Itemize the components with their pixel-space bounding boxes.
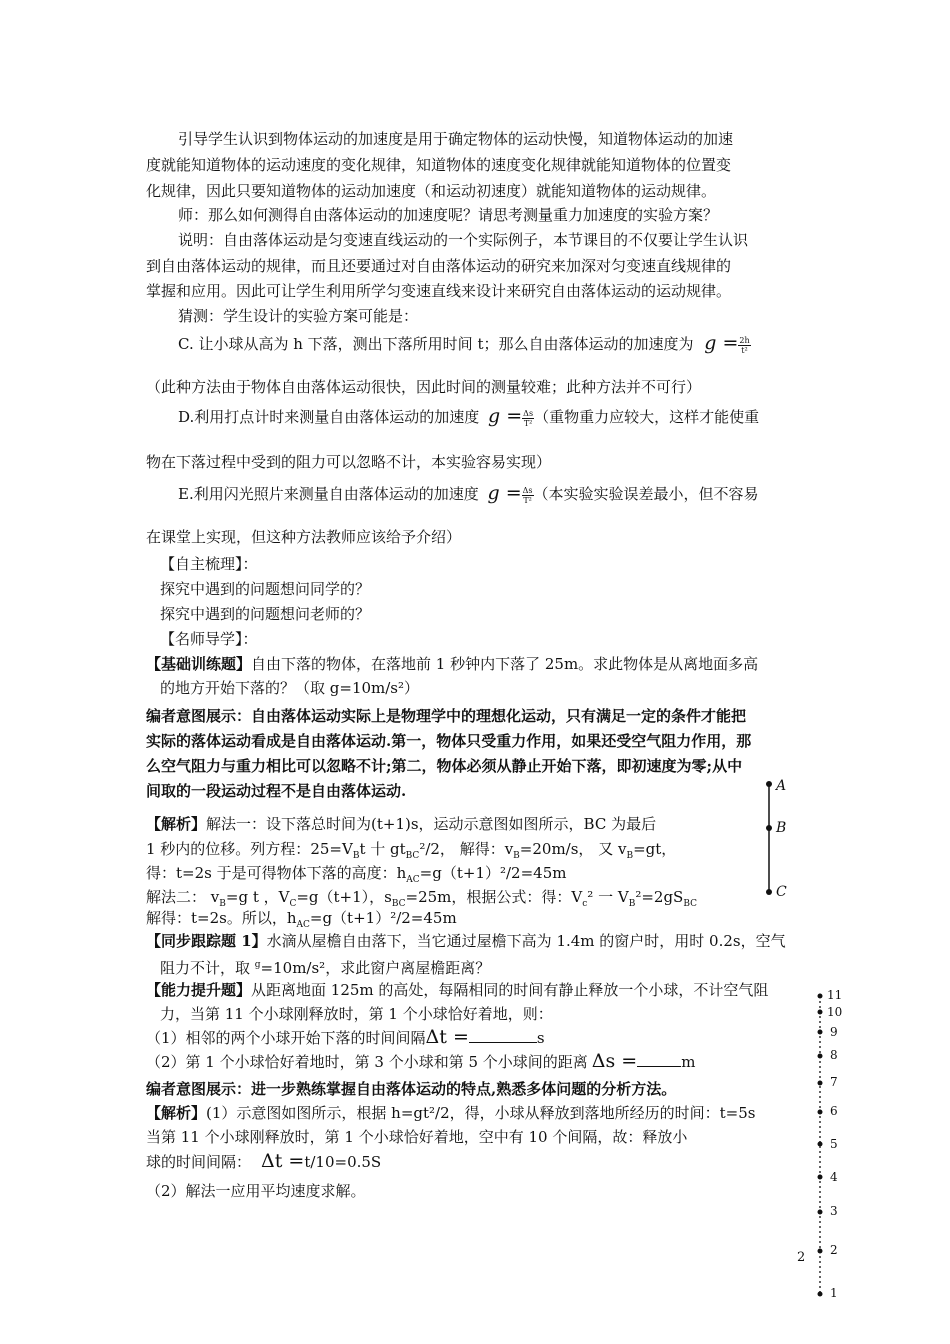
fall-diagram-abc (755, 776, 795, 902)
unit: m (681, 1053, 696, 1071)
solution-2-line3 (146, 1150, 381, 1173)
ball-label: 1 (830, 1286, 838, 1300)
text-run: 解得：t=2s。所以，h (146, 909, 297, 927)
ball-label: 6 (830, 1104, 838, 1118)
follow-problem-cont (160, 954, 490, 979)
option-c-text: C. 让小球从高为 h 下落，测出下落所用时间 t；那么自由落体运动的加速度为 (178, 335, 694, 353)
para-line: 引导学生认识到物体运动的加速度是用于确定物体的运动快慢，知道物体运动的加速 (178, 130, 734, 148)
text-run: ²/2， 解得：v (419, 840, 514, 858)
text-run: =10m/s²，求此窗户离屋檐距离？ (260, 959, 491, 977)
section-self: 【自主梳理】： (160, 555, 258, 573)
ability-problem-cont: 力，当第 11 个小球刚释放时，第 1 个小球恰好着地，则： (160, 1005, 553, 1023)
follow-problem (146, 930, 786, 952)
formula-g: g = (487, 482, 522, 504)
para-line: 师：那么如何测得自由落体运动的加速度呢？请思考测量重力加速度的实验方案？ (178, 206, 719, 224)
intent-line: 编者意图展示：自由落体运动实际上是物理学中的理想化运动，只有满足一定的条件才能把 (146, 707, 747, 725)
option-c (178, 332, 751, 355)
fraction (522, 486, 534, 505)
solution-tag: 【解析】 (146, 1104, 207, 1122)
ability-q1 (146, 1026, 545, 1049)
solution-text: (1）示意图如图所示，根据 h=gt²/2，得，小球从释放到落地所经历的时间：t=5s (206, 1104, 756, 1122)
option-d-tail: （重物重力应较大，这样才能使重 (534, 408, 760, 426)
subscript: B (626, 851, 634, 861)
solution-2-line4: （2）解法一应用平均速度求解。 (146, 1182, 366, 1200)
ability-text: 从距离地面 125m 的高处，每隔相同的时间有静止释放一个小球，不计空气阻 (251, 981, 769, 999)
solution-text: 解法一：设下落总时间为(t+1)s，运动示意图如图所示，BC 为最后 (206, 815, 657, 833)
point-label-b: B (776, 820, 787, 836)
para-line: 猜测：学生设计的实验方案可能是： (178, 307, 419, 325)
ability-problem (146, 979, 768, 1001)
ball-label: 5 (830, 1137, 838, 1151)
text-run: 得：t=2s 于是可得物体下落的高度：h (146, 864, 407, 882)
option-e-text: E.利用闪光照片来测量自由落体运动的加速度 (178, 485, 479, 503)
delta-s-symbol: Δs = (591, 1050, 638, 1072)
ball-label: 3 (830, 1204, 838, 1218)
ability-tag: 【能力提升题】 (146, 981, 252, 999)
fraction-den: T² (523, 418, 533, 428)
basic-text: 自由下落的物体，在落地前 1 秒钟内下落了 25m。求此物体是从离地面多高 (251, 655, 759, 673)
ball-sequence-diagram (812, 990, 832, 1300)
fraction-num: Δs (523, 408, 534, 418)
text-run: 球的时间间隔： (146, 1153, 252, 1171)
ball-label: 11 (827, 988, 843, 1002)
para-line: 掌握和应用。因此可让学生利用所学匀变速直线来设计来研究自由落体运动的运动规律。 (146, 282, 732, 300)
follow-tag: 【同步跟踪题 1】 (146, 932, 267, 950)
subscript: AC (296, 920, 310, 930)
ball-label: 10 (827, 1005, 843, 1019)
text-run: t 十 gt (359, 840, 406, 858)
text-run: 解法二： v (146, 888, 220, 906)
answer-blank[interactable] (637, 1052, 681, 1067)
intent-line: 间取的一段运动过程不是自由落体运动. (146, 782, 407, 800)
text-run: =g（t+1），s (296, 888, 392, 906)
fraction (738, 336, 750, 355)
subscript: B (513, 851, 520, 861)
text-run: ²=2gS (635, 888, 684, 906)
point-label-a: A (776, 778, 787, 794)
basic-problem (146, 653, 758, 675)
solution-1 (146, 813, 656, 835)
option-d-cont: 物在下落过程中受到的阻力可以忽略不计，本实验容易实现） (146, 453, 552, 471)
note-c: （此种方法由于物体自由落体运动很快，因此时间的测量较难；此种方法并不可行） (146, 378, 702, 396)
basic-problem-cont: 的地方开始下落的？（取 g=10m/s²） (160, 679, 420, 697)
text-run: （2）第 1 个小球恰好着地时，第 3 个小球和第 5 个小球间的距离 (146, 1053, 588, 1071)
subscript: BC (391, 899, 406, 909)
formula-g: g = (704, 332, 739, 354)
fraction-den: t² (741, 345, 748, 355)
delta-t-symbol: Δt = (425, 1026, 469, 1048)
text-run: 阻力不计，取 (160, 959, 255, 977)
text-run: =25m，根据公式：得：V (405, 888, 583, 906)
option-e (178, 482, 759, 505)
solution-2-line2: 当第 11 个小球刚释放时，第 1 个小球恰好着地，空中有 10 个间隔，故：释放小 (146, 1128, 688, 1146)
subscript: B (219, 899, 226, 909)
unit: s (536, 1029, 545, 1047)
subscript: B (352, 851, 360, 861)
para-line: 度就能知道物体的运动速度的变化规律，知道物体的速度变化规律就能知道物体的位置变 (146, 156, 732, 174)
answer-blank[interactable] (469, 1028, 537, 1043)
point-label-c: C (776, 884, 787, 900)
text-run: （1）相邻的两个小球开始下落的时间间隔 (146, 1029, 426, 1047)
option-e-cont: 在课堂上实现，但这种方法教师应该给予介绍） (146, 528, 462, 546)
text-run: =g（t+1）²/2=45m (419, 864, 567, 882)
para-line: 到自由落体运动的规律，而且还要通过对自由落体运动的研究来加深对匀变速直线规律的 (146, 257, 732, 275)
subscript: BC (683, 899, 697, 909)
fraction-num: 2h (739, 335, 750, 345)
text-run: =gt， (633, 840, 677, 858)
section-teacher: 【名师导学】： (160, 630, 258, 648)
ball-label: 7 (830, 1075, 838, 1089)
option-e-tail: （本实验实验误差最小，但不容易 (533, 485, 759, 503)
para-line: 化规律，因此只要知道物体的运动加速度（和运动初速度）就能知道物体的运动规律。 (146, 182, 717, 200)
fraction-num: Δs (522, 485, 533, 495)
intent-2: 编者意图展示：进一步熟练掌握自由落体运动的特点,熟悉多体问题的分析方法。 (146, 1080, 677, 1098)
page-number: 2 (797, 1250, 806, 1265)
subscript: B (628, 899, 636, 909)
follow-text: 水滴从屋檐自由落下，当它通过屋檐下高为 1.4m 的窗户时，用时 0.2s，空气 (266, 932, 786, 950)
text-run: =g t ，V (225, 888, 290, 906)
delta-t-symbol: Δt = (261, 1150, 305, 1172)
basic-tag: 【基础训练题】 (146, 655, 252, 673)
ability-q2 (146, 1050, 695, 1073)
fraction-den: T² (523, 495, 532, 505)
text-run: ² 一 V (587, 888, 629, 906)
ball-label: 2 (830, 1243, 838, 1257)
ball-label: 9 (830, 1025, 838, 1039)
question: 探究中遇到的问题想问同学的？ (160, 580, 371, 598)
question: 探究中遇到的问题想问老师的？ (160, 605, 371, 623)
para-line: 说明：自由落体运动是匀变速直线运动的一个实际例子，本节课目的不仅要让学生认识 (178, 231, 749, 249)
text-run: =g（t+1）²/2=45m (309, 909, 457, 927)
subscript: C (289, 899, 297, 909)
subscript: BC (405, 851, 420, 861)
option-d-text: D.利用打点计时来测量自由落体运动的加速度 (178, 408, 480, 426)
subscript: c (582, 899, 588, 909)
option-d (178, 405, 759, 428)
subscript: AC (406, 875, 420, 885)
solution-2 (146, 1102, 756, 1124)
intent-line: 么空气阻力与重力相比可以忽略不计;第二，物体必须从静止开始下落，即初速度为零;从中 (146, 757, 743, 775)
text-run: 1 秒内的位移。列方程：25=V (146, 840, 353, 858)
formula-g: g = (488, 405, 523, 427)
ball-label: 8 (830, 1048, 838, 1062)
superscript: g (254, 960, 261, 970)
intent-line: 实际的落体运动看成是自由落体运动.第一，物体只受重力作用，如果还受空气阻力作用，那 (146, 732, 752, 750)
text-run: =20m/s， 又 v (519, 840, 627, 858)
fraction (522, 409, 534, 428)
text-run: t/10=0.5S (304, 1153, 382, 1171)
ball-label: 4 (830, 1170, 838, 1184)
solution-tag: 【解析】 (146, 815, 207, 833)
